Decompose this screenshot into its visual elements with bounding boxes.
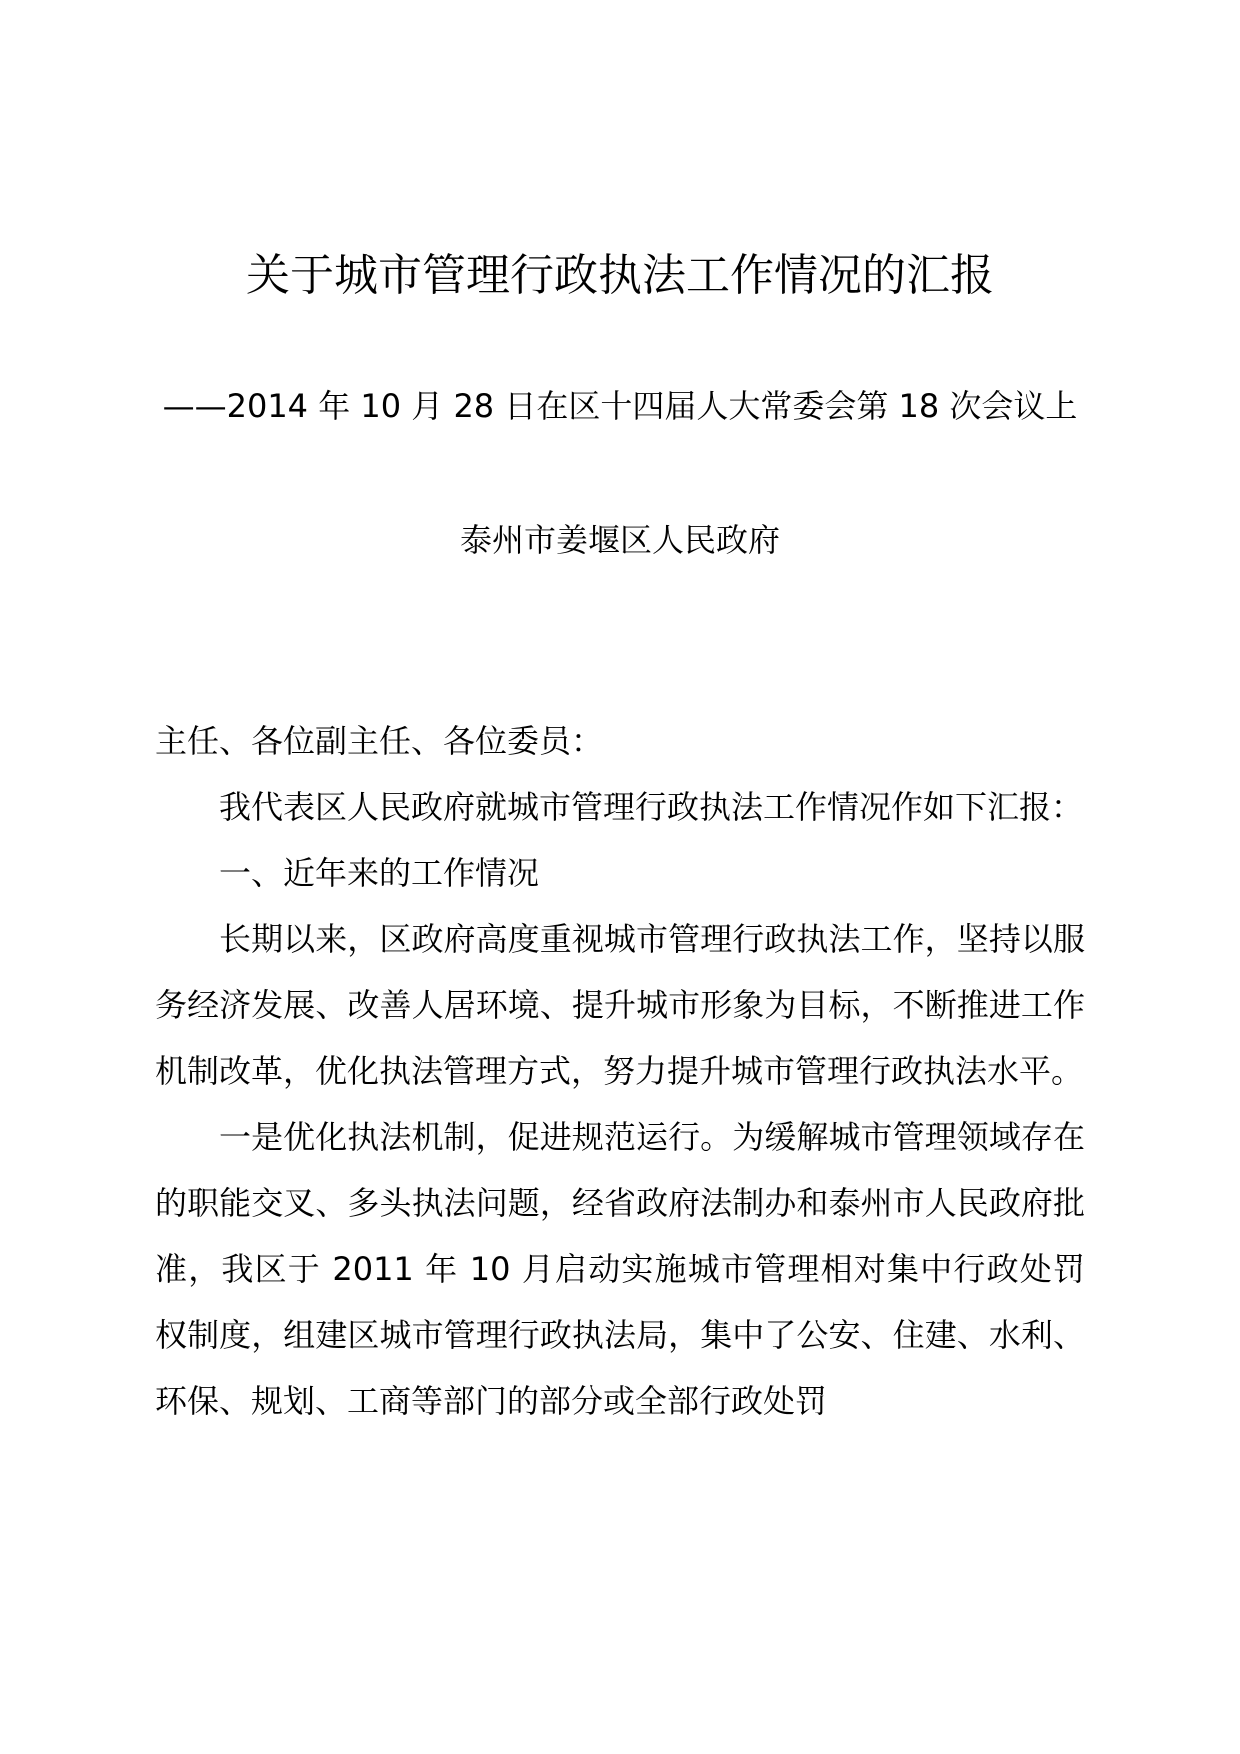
paragraph-mechanism: 一是优化执法机制，促进规范运行。为缓解城市管理领域存在的职能交叉、多头执法问题，经省政府法制办和泰州市人民政府批准，我区于 2011 年 10 月启动实施城市管理相对集中行政处罚权制度，组建区城市管理行政执法局，集中了公安、住建、水利、环保、规划、工商等部门的部分或全部行政处罚 — [155, 1118, 1085, 1420]
document-body — [155, 708, 1085, 1434]
section-heading: 一、近年来的工作情况 — [219, 854, 540, 892]
document-subtitle: ——2014 年 10 月 28 日在区十四届人大常委会第 18 次会议上 — [162, 387, 1078, 425]
paragraph-overview: 长期以来，区政府高度重视城市管理行政执法工作，坚持以服务经济发展、改善人居环境、提升城市形象为目标，不断推进工作机制改革，优化执法管理方式，努力提升城市管理行政执法水平。 — [155, 920, 1085, 1090]
salutation: 主任、各位副主任、各位委员： — [155, 722, 604, 760]
document-title: 关于城市管理行政执法工作情况的汇报 — [246, 250, 994, 301]
paragraph-intro: 我代表区人民政府就城市管理行政执法工作情况作如下汇报： — [219, 788, 1084, 826]
document-issuer: 泰州市姜堰区人民政府 — [459, 521, 780, 559]
